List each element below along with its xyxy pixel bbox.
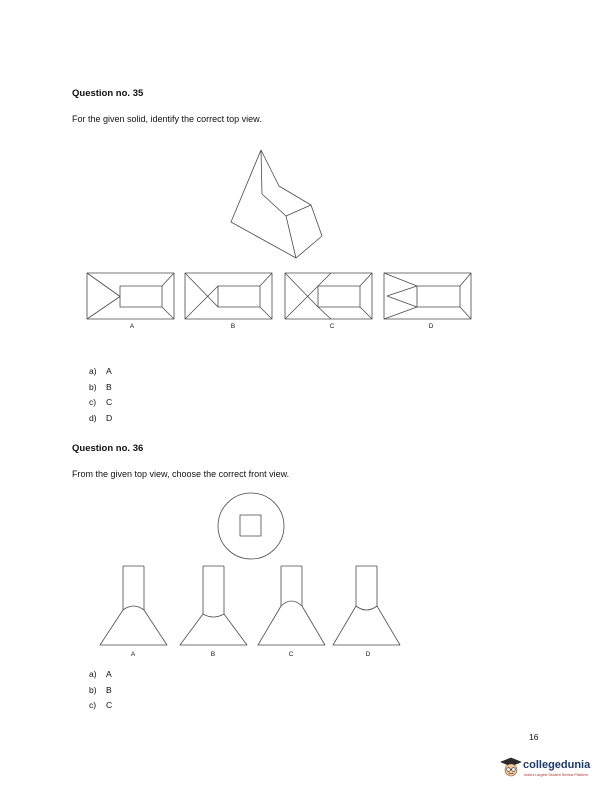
option-letter: a) xyxy=(89,669,97,679)
q36-option-b[interactable] xyxy=(89,683,112,699)
option-value: B xyxy=(106,381,112,392)
brand-logo xyxy=(500,756,610,786)
option-value: A xyxy=(106,366,112,376)
option-value: C xyxy=(106,397,113,408)
brand-tagline: India's Largest Student Review Platform xyxy=(524,773,588,777)
q35-question-text: For the given solid, identify the correct top view. xyxy=(72,114,262,124)
option-letter: b) xyxy=(89,684,97,695)
option-letter: b) xyxy=(89,381,97,392)
q36-option-a[interactable] xyxy=(89,667,112,683)
option-letter: c) xyxy=(89,397,97,408)
q35-figure-label-b: B xyxy=(230,323,236,330)
option-letter: d) xyxy=(89,412,97,423)
option-value: B xyxy=(106,684,112,695)
q36-figure-label-a: A xyxy=(130,651,136,658)
q36-question-text: From the given top view, choose the correct front view. xyxy=(72,469,290,479)
q36-figure-label-d: D xyxy=(365,651,371,658)
q35-figure-label-d: D xyxy=(428,323,434,330)
q35-figure-label-c: C xyxy=(329,323,335,330)
option-value: C xyxy=(106,700,113,711)
graduate-mascot-icon xyxy=(500,756,522,778)
q36-figure-label-b: B xyxy=(210,651,216,658)
q35-figure-label-a: A xyxy=(129,323,135,330)
option-letter: a) xyxy=(89,366,97,376)
q36-title: Question no. 36 xyxy=(72,443,144,454)
q36-options-list xyxy=(89,667,112,714)
page-number: 16 xyxy=(529,732,539,742)
brand-name: collegedunia xyxy=(523,759,591,771)
q35-title: Question no. 35 xyxy=(72,88,144,99)
q36-option-c[interactable] xyxy=(89,698,112,714)
option-letter: c) xyxy=(89,700,97,711)
option-value: D xyxy=(106,412,113,423)
q36-figure-label-c: C xyxy=(288,651,294,658)
option-value: A xyxy=(106,669,112,679)
